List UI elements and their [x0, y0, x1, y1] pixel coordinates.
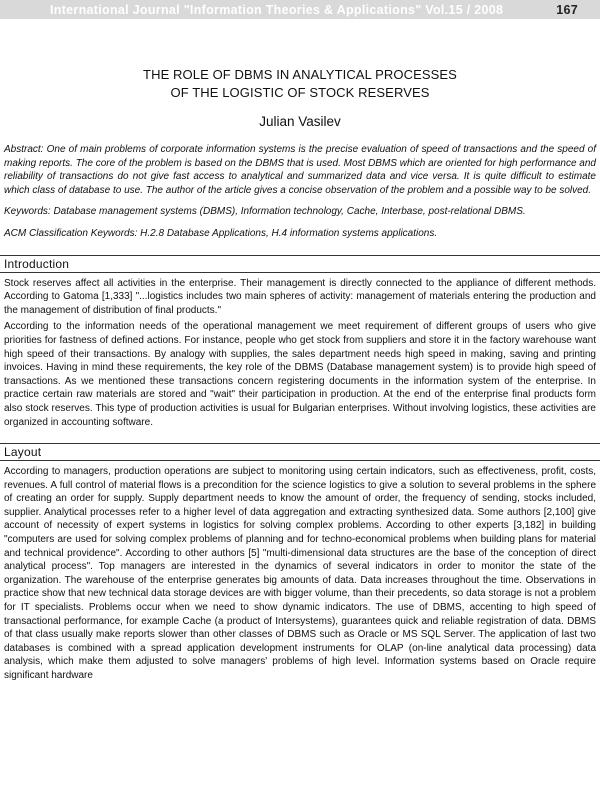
introduction-paragraph-2: According to the information needs of the operational management we meet requirement of different groups of users who give priorities for fastness of defined actions. For instance, people who get stock from suppliers and store it in the factory warehouse want high speed of their transactions. By analogy with supplies, the sales department needs high speed in making, saving and printing invoices. Having in mind these requirements, the key role of the DBMS (Database management system) is to provide high speed of transactions. As we mentioned these transactions concern registering documents in the information system of the enterprise. In practice certain raw materials are stored and "wait" their participation in production. At the end of the enterprise final products form also stock reserves. This type of production activities is usual for Bulgarian enterprises. Without involving logistics, these activities are organized in accounting software.	[4, 321, 596, 428]
article-title	[0, 66, 600, 102]
layout-paragraph-1: According to managers, production operations are subject to monitoring using certain indicators, such as effectiveness, profit, costs, revenues. A full control of material flows is a precondition for the science logistics to give a solution to several problems in the sphere of creating an order for supply. Supply department needs to know the amount of order, the frequency of sending, stocks included, supplier. Analytical processes refer to a higher level of data aggregation and extracting synthesized data. Some authors [2,100] give account of necessity of expert systems in logistics for solving complex problems. According to other experts [3,182] in building "computers are used for solving complex problems of planning and for techno-economical problems when building plans for material and technical providence". According to other authors [5] "multi-dimensional data structures are the base of the conception of direct analytical process". Top managers are interested in the dynamics of several indicators in order to monitor the state of the organization. The warehouse of the enterprise generates big amounts of data. Data increases throughout the time. Observations in practice show that new technical data storage devices are with bigger volume, than their precedents, so data storage is not a problem for IT specialists. Problems occur when we need to show dynamic indicators. The use of DBMS, accenting to high speed of transactional performance, for example Cache (a product of Intersystems), guarantees quick and reliable registration of data. DBMS of that class usually make reports slower than other classes of DBMS such as Oracle or MS SQL Server. The application of last two databases is combined with a spread application development instruments for OLAP (on-line analytical data processing) data analysis, which make them adjusted to solve managers' problems of high level. Information systems based on Oracle require significant hardware	[4, 466, 596, 681]
running-header	[0, 0, 600, 19]
introduction-section	[0, 255, 600, 430]
introduction-paragraph-1: Stock reserves affect all activities in the enterprise. Their management is directly connected to the appliance of different methods. According to Gatoma [1,333] "...logistics includes two main spheres of activity: management of materials entering the production and the management of distribution of final products."	[4, 277, 596, 316]
page-number: 167	[556, 2, 578, 17]
acm-classification: ACM Classification Keywords: H.2.8 Database Applications, H.4 information systems applications.	[4, 227, 438, 239]
layout-section	[0, 443, 600, 683]
section-heading-layout: Layout	[0, 443, 600, 461]
journal-name: International Journal "Information Theories & Applications" Vol.15 / 2008	[50, 2, 504, 17]
author-name: Julian Vasilev	[259, 114, 341, 129]
section-heading-introduction: Introduction	[0, 255, 600, 273]
keywords: Keywords: Database management systems (DBMS), Information technology, Cache, Interbase, post-relational DBMS.	[4, 206, 526, 218]
title-line-1: THE ROLE OF DBMS IN ANALYTICAL PROCESSES	[143, 67, 457, 82]
title-line-2: OF THE LOGISTIC OF STOCK RESERVES	[170, 85, 430, 100]
abstract: Abstract: One of main problems of corporate information systems is the precise evaluation of speed of transactions and the speed of making reports. The core of the problem is based on the DBMS that is used. Most DBMS which are oriented for high performance and reliability of transactions do not give fast access to analytical and summarized data and vice versa. It is quite difficult to estimate which class of database to use. The author of the article gives a concise observation of the problem and a possible way to be solved.	[4, 144, 596, 196]
